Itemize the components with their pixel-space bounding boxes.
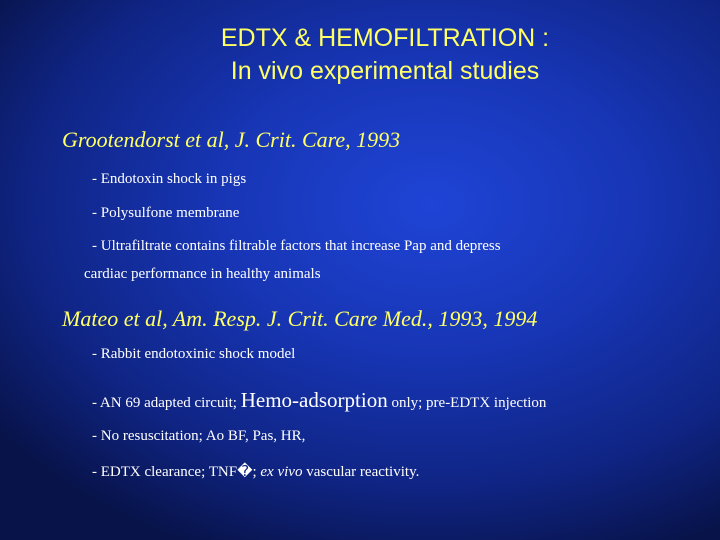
item-no-resuscitation: - No resuscitation; Ao BF, Pas, HR,	[92, 428, 306, 444]
circuit-suffix: only; pre-EDTX injection	[387, 395, 547, 411]
item-an69-circuit	[92, 388, 546, 413]
item-ultrafiltrate-continued: cardiac performance in healthy animals	[84, 266, 321, 282]
clearance-prefix: - EDTX clearance; TNF�;	[92, 464, 261, 480]
reference-mateo: Mateo et al, Am. Resp. J. Crit. Care Med., 1993, 1994	[62, 306, 538, 331]
item-endotoxin-shock: - Endotoxin shock in pigs	[92, 171, 247, 187]
item-ultrafiltrate: - Ultrafiltrate contains filtrable factors that increase Pap and depress	[92, 238, 501, 254]
title-line-2: In vivo experimental studies	[230, 57, 540, 85]
item-polysulfone-membrane: - Polysulfone membrane	[92, 205, 240, 221]
hemo-adsorption-text: Hemo-adsorption	[240, 388, 388, 412]
ex-vivo-text: ex vivo	[260, 464, 303, 480]
clearance-suffix: vascular reactivity.	[302, 464, 420, 480]
item-rabbit-model: - Rabbit endotoxinic shock model	[92, 346, 296, 362]
title-line-1: EDTX & HEMOFILTRATION :	[220, 24, 550, 52]
slide-title	[0, 22, 720, 88]
circuit-prefix: - AN 69 adapted circuit;	[92, 395, 241, 411]
item-edtx-clearance	[92, 462, 419, 481]
reference-grootendorst: Grootendorst et al, J. Crit. Care, 1993	[62, 127, 401, 152]
